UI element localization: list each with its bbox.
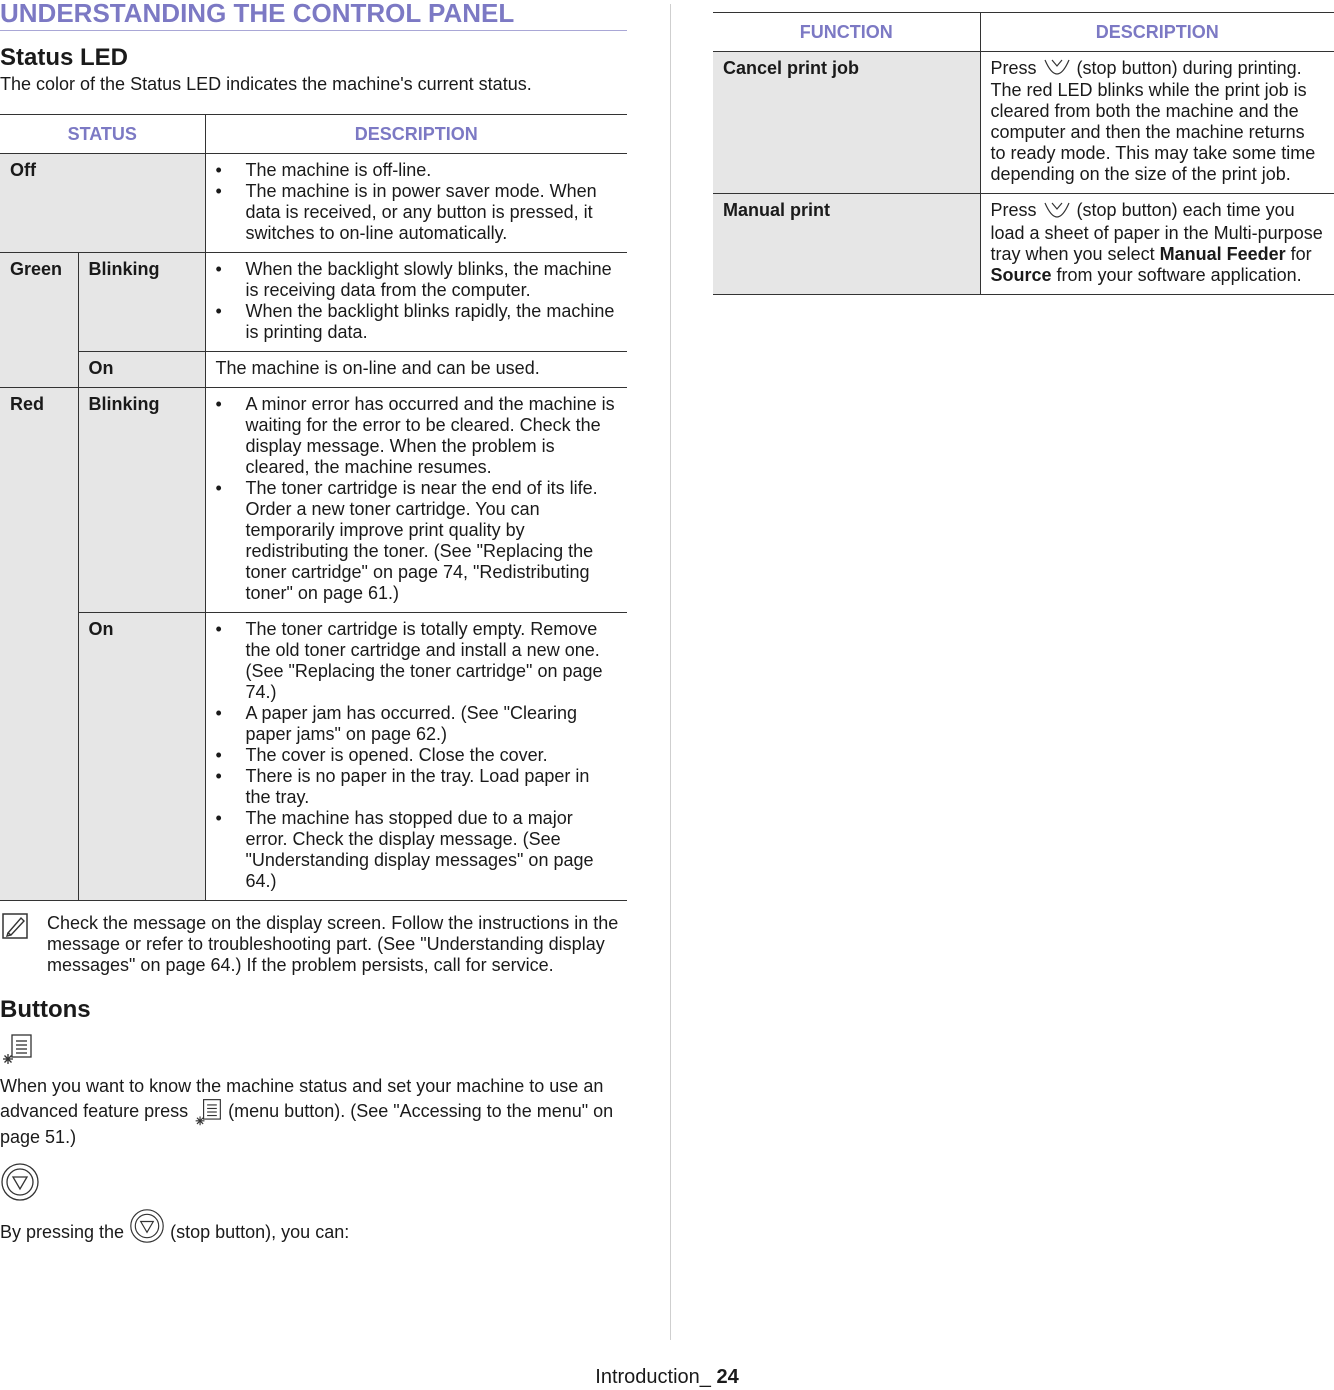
manual-print-text-1: (stop button) each time you load a sheet of paper in the Multi-purpose tray when you select — [990, 200, 1323, 264]
status-green: Green — [0, 253, 78, 388]
stop-text-part-1: By pressing the — [0, 1222, 125, 1242]
cancel-print-job-description — [980, 52, 1334, 194]
status-led-heading: Status LED — [0, 44, 129, 71]
list-item: • The cover is opened. Close the cover. — [216, 745, 618, 766]
red-blinking-description — [205, 388, 627, 613]
press-label: Press — [990, 200, 1037, 221]
manual-feeder-term: Manual Feeder — [1159, 243, 1286, 264]
menu-button-figure — [0, 1032, 627, 1068]
stop-icon — [0, 1162, 40, 1202]
function-table-header — [713, 13, 1334, 52]
status-red: Red — [0, 388, 78, 901]
stop-text-part-2: (stop button), you can: — [170, 1222, 350, 1242]
function-header: FUNCTION — [713, 13, 980, 52]
manual-print-text-2: from your software application. — [1056, 264, 1302, 285]
function-manual-print: Manual print — [713, 194, 980, 294]
list-item: • The machine is off-line. — [216, 160, 618, 181]
status-green-on: On — [78, 352, 205, 388]
table-row-green-blinking — [0, 253, 627, 352]
list-item: • The toner cartridge is totally empty. Remove the old toner cartridge and install a new one. (See "Replacing the toner cartridge" on page 74.) — [216, 619, 618, 703]
buttons-heading: Buttons — [0, 996, 91, 1023]
table-row-red-on — [0, 613, 627, 901]
menu-icon — [193, 1097, 223, 1127]
status-off: Off — [0, 154, 205, 253]
list-item: • A paper jam has occurred. (See "Clearing paper jams" on page 62.) — [216, 703, 618, 745]
stop-button-icon — [1042, 58, 1072, 80]
list-item: • There is no paper in the tray. Load paper in the tray. — [216, 766, 618, 808]
stop-button-text — [0, 1222, 627, 1244]
note-pencil-icon — [2, 913, 28, 939]
status-table — [0, 114, 627, 901]
table-row-manual-print — [713, 194, 1334, 294]
left-column — [0, 0, 627, 1244]
list-item: • The toner cartridge is near the end of its life. Order a new toner cartridge. You can temporarily improve print quality by redistributing the toner. (See "Replacing the toner cartridge" on page 74, "Redistributing toner" on page 61.) — [216, 478, 618, 604]
list-item: • The machine has stopped due to a major error. Check the display message. (See "Understanding display messages" on page 64.) — [216, 808, 618, 892]
status-red-blinking: Blinking — [78, 388, 205, 613]
list-item: • A minor error has occurred and the machine is waiting for the error to be cleared. Check the display message. When the problem is cleared, the machine resumes. — [216, 394, 618, 478]
menu-text-part-1: When you want to know the machine status and set your machine to use an advanced feature press — [0, 1076, 604, 1121]
manual-print-for: for — [1290, 243, 1312, 264]
menu-text-part-2: (menu button). (See "Accessing to the menu" on page 51.) — [0, 1100, 614, 1147]
page-number: 24 — [716, 1366, 739, 1388]
manual-print-description — [980, 194, 1334, 294]
status-table-header — [0, 115, 627, 154]
page-footer — [0, 1366, 1334, 1389]
description-header: DESCRIPTION — [205, 115, 627, 154]
stop-icon — [129, 1208, 165, 1244]
right-column — [713, 0, 1334, 295]
table-row-cancel-print-job — [713, 52, 1334, 194]
status-led-intro: The color of the Status LED indicates the machine's current status. — [0, 74, 532, 94]
note-block — [0, 913, 627, 976]
press-label: Press — [990, 58, 1037, 78]
cancel-print-job-text: (stop button) during printing. The red LED blinks while the print job is cleared from both the machine and the computer and then the machine returns to ready mode. This may take some time depending on the size of the print job. — [990, 58, 1316, 185]
stop-button-figure — [0, 1162, 627, 1202]
status-red-on: On — [78, 613, 205, 901]
function-cancel-print-job: Cancel print job — [713, 52, 980, 194]
status-header: STATUS — [0, 115, 205, 154]
function-description-header: DESCRIPTION — [980, 13, 1334, 52]
list-item: • When the backlight blinks rapidly, the machine is printing data. — [216, 301, 618, 343]
table-row-red-blinking — [0, 388, 627, 613]
section-title: UNDERSTANDING THE CONTROL PANEL — [0, 0, 627, 31]
off-description — [205, 154, 627, 253]
footer-label: Introduction_ — [595, 1366, 711, 1388]
list-item: • When the backlight slowly blinks, the machine is receiving data from the computer. — [216, 259, 618, 301]
source-term: Source — [990, 264, 1052, 285]
menu-button-text — [0, 1076, 627, 1148]
status-green-blinking: Blinking — [78, 253, 205, 352]
list-item: • The machine is in power saver mode. When data is received, or any button is pressed, it switches to on-line automatically. — [216, 181, 618, 244]
green-blinking-description — [205, 253, 627, 352]
green-on-description: The machine is on-line and can be used. — [205, 352, 627, 388]
note-text: Check the message on the display screen. Follow the instructions in the message or refer to troubleshooting part. (See "Understanding display messages" on page 64.) If the problem persists, call for service. — [47, 913, 619, 975]
table-row-off — [0, 154, 627, 253]
function-table — [713, 12, 1334, 295]
menu-icon — [0, 1032, 34, 1066]
column-divider — [670, 4, 671, 1340]
red-on-description — [205, 613, 627, 901]
stop-button-icon — [1042, 201, 1072, 223]
table-row-green-on — [0, 352, 627, 388]
